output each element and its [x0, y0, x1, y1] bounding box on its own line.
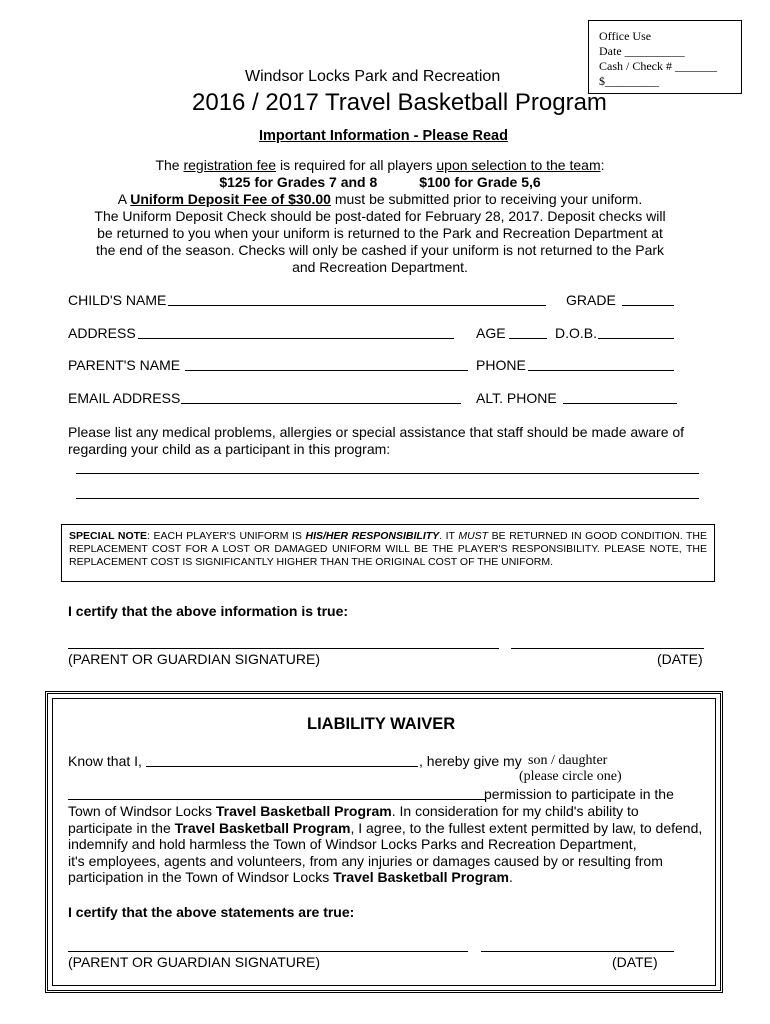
- waiver-title: LIABILITY WAIVER: [307, 715, 456, 733]
- waiver-line-5: participation in the Town of Windsor Locks Travel Basketball Program.: [68, 869, 513, 885]
- son-daughter-choice[interactable]: son / daughter: [528, 753, 608, 768]
- fee-line-1: The registration fee is required for all players upon selection to the team:: [155, 157, 605, 173]
- waiver-hereby: , hereby give my: [419, 753, 522, 769]
- address-field[interactable]: [138, 338, 454, 339]
- dob-field[interactable]: [598, 338, 674, 339]
- parents-name-label: PARENT'S NAME: [68, 357, 181, 373]
- address-label: ADDRESS: [68, 325, 136, 341]
- waiver-line-4: it's employees, agents and volunteers, from any injuries or damages caused by or resulting from: [68, 852, 663, 869]
- parents-name-field[interactable]: [185, 370, 468, 371]
- date-line-1[interactable]: [511, 648, 704, 649]
- medical-instructions: [68, 424, 684, 458]
- circle-one-hint: (please circle one): [519, 769, 622, 784]
- fee-line-3: A Uniform Deposit Fee of $30.00 must be submitted prior to receiving your uniform.: [117, 191, 643, 207]
- waiver-permission: permission to participate in the: [484, 786, 674, 802]
- medical-line-2: regarding your child as a participant in this program:: [68, 441, 391, 457]
- special-note-label: SPECIAL NOTE: [69, 530, 148, 542]
- signature-line-2[interactable]: [68, 951, 468, 952]
- waiver-line-1: Town of Windsor Locks Travel Basketball Program. In consideration for my child's ability to: [68, 803, 639, 819]
- waiver-paragraph: [68, 803, 702, 886]
- waiver-line-2: participate in the Travel Basketball Program, I agree, to the fullest extent permitted by law, to defend,: [68, 819, 703, 836]
- fee-line-4: The Uniform Deposit Check should be post-dated for February 28, 2017. Deposit checks will: [94, 208, 666, 224]
- waiver-know-label: Know that I,: [68, 753, 142, 769]
- fee-line-2: [60, 174, 700, 191]
- phone-label: PHONE: [476, 357, 526, 373]
- fee-grades-56: $100 for Grade 5,6: [419, 174, 541, 190]
- special-note-box: SPECIAL NOTE: EACH PLAYER'S UNIFORM IS HIS/HER RESPONSIBILITY. IT MUST BE RETURNED IN GOOD CONDITION. THE REPLACEMENT COST FOR A LOST OR DAMAGED UNIFORM WILL BE THE PLAYER'S RESPONSIBILITY. PLEASE NOTE, THE REPLACEMENT COST IS SIGNIFICANTLY HIGHER THAN THE ORIGINAL COST OF THE UNIFORM.: [61, 524, 715, 582]
- office-use-amount: $_________: [599, 74, 659, 88]
- fee-paragraph: [60, 157, 700, 276]
- office-use-title: Office Use: [599, 29, 652, 43]
- date-label-2: (DATE): [612, 954, 658, 970]
- grade-label: GRADE: [566, 292, 616, 308]
- waiver-child-name-field[interactable]: [68, 799, 485, 800]
- email-field[interactable]: [181, 403, 461, 404]
- medical-answer-line-1[interactable]: [76, 473, 699, 474]
- waiver-name-field[interactable]: [146, 766, 418, 767]
- dob-label: D.O.B.: [555, 325, 598, 341]
- grade-field[interactable]: [622, 305, 674, 306]
- signature-label-2: (PARENT OR GUARDIAN SIGNATURE): [68, 954, 321, 970]
- fee-line-5: be returned to you when your uniform is returned to the Park and Recreation Department at: [97, 225, 663, 241]
- fee-line-7: and Recreation Department.: [292, 259, 468, 275]
- date-line-2[interactable]: [481, 951, 674, 952]
- office-use-date: Date __________: [599, 44, 685, 58]
- medical-line-1: Please list any medical problems, allergies or special assistance that staff should be made aware of: [68, 424, 685, 440]
- childs-name-field[interactable]: [168, 305, 546, 306]
- fee-line-6: the end of the season. Checks will only be cashed if your uniform is not returned to the Park: [95, 242, 665, 258]
- email-label: EMAIL ADDRESS: [68, 390, 181, 406]
- page-title: 2016 / 2017 Travel Basketball Program: [192, 89, 607, 116]
- alt-phone-field[interactable]: [563, 403, 677, 404]
- must-emphasis: MUST: [458, 530, 489, 542]
- waiver-line-3: indemnify and hold harmless the Town of Windsor Locks Parks and Recreation Department,: [68, 836, 637, 852]
- childs-name-label: CHILD'S NAME: [68, 292, 167, 308]
- age-field[interactable]: [509, 338, 547, 339]
- medical-answer-line-2[interactable]: [76, 498, 699, 499]
- org-name: Windsor Locks Park and Recreation: [245, 68, 501, 85]
- signature-line-1[interactable]: [68, 648, 499, 649]
- age-label: AGE: [476, 325, 506, 341]
- his-her-responsibility: HIS/HER RESPONSIBILITY: [305, 530, 440, 542]
- certify-info-statement: I certify that the above information is true:: [68, 603, 349, 619]
- alt-phone-label: ALT. PHONE: [476, 390, 557, 406]
- date-label-1: (DATE): [657, 651, 703, 667]
- signature-label-1: (PARENT OR GUARDIAN SIGNATURE): [68, 651, 321, 667]
- certify-statements: I certify that the above statements are true:: [68, 904, 355, 920]
- fee-grades-78: $125 for Grades 7 and 8: [219, 174, 378, 190]
- office-use-box: [588, 20, 742, 94]
- phone-field[interactable]: [528, 370, 674, 371]
- office-use-cash-check: Cash / Check # _______: [599, 59, 717, 73]
- important-heading: Important Information - Please Read: [259, 128, 508, 144]
